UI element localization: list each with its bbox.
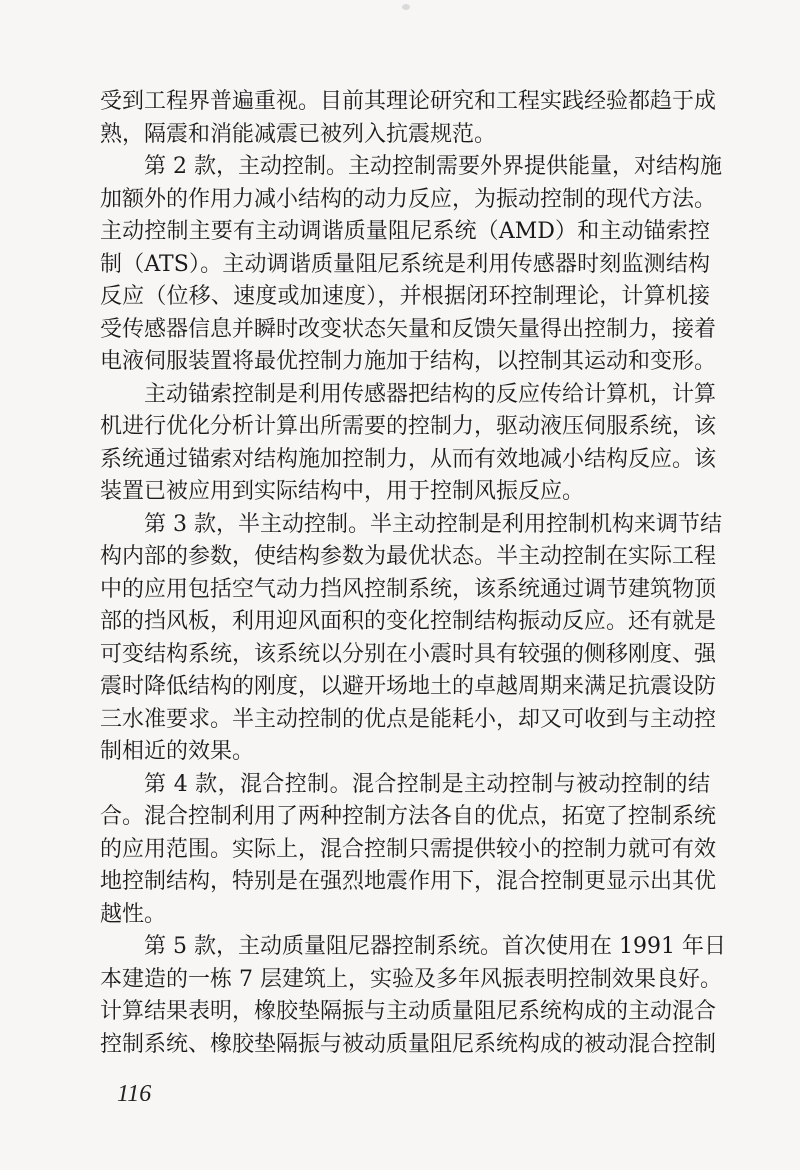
text-line: 三水准要求。半主动控制的优点是能耗小，却又可收到与主动控 <box>100 706 717 732</box>
text-line: 电液伺服装置将最优控制力施加于结构，以控制其运动和变形。 <box>100 349 717 374</box>
paragraph <box>100 379 717 509</box>
text-line: 受到工程界普遍重视。目前其理论研究和工程实践经验都趋于成 <box>100 89 717 114</box>
text-line: 系统通过锚索对结构施加控制力，从而有效地减小结构反应。该 <box>100 446 717 472</box>
paragraph <box>100 509 722 769</box>
scan-speck <box>402 4 410 10</box>
paragraph <box>100 151 722 379</box>
text-line: 机进行优化分析计算出所需要的控制力，驱动液压伺服系统，该 <box>100 414 717 439</box>
text-line: 地控制结构，特别是在强烈地震作用下，混合控制更显示出其优 <box>100 869 717 894</box>
text-line: 构内部的参数，使结构参数为最优状态。半主动控制在实际工程 <box>100 544 717 569</box>
body-text <box>100 86 726 1061</box>
text-line: 第 3 款，半主动控制。半主动控制是利用控制机构来调节结 <box>144 511 722 537</box>
text-line: 第 2 款，主动控制。主动控制需要外界提供能量，对结构施 <box>144 154 722 179</box>
text-line: 熟，隔震和消能减震已被列入抗震规范。 <box>100 121 497 147</box>
paragraph <box>100 931 726 1061</box>
paragraph <box>100 769 717 932</box>
text-line: 计算结果表明，橡胶垫隔振与主动质量阻尼系统构成的主动混合 <box>100 999 717 1024</box>
text-line: 的应用范围。实际上，混合控制只需提供较小的控制力就可有效 <box>100 836 717 862</box>
text-line: 反应（位移、速度或加速度），并根据闭环控制理论，计算机接 <box>100 284 710 309</box>
text-line: 装置已被应用到实际结构中，用于控制风振反应。 <box>100 479 585 504</box>
text-line: 第 4 款，混合控制。混合控制是主动控制与被动控制的结 <box>144 771 710 797</box>
page-number: 116 <box>117 1081 152 1107</box>
text-line: 制相近的效果。 <box>100 739 255 764</box>
text-line: 本建造的一栋 7 层建筑上，实验及多年风振表明控制效果良好。 <box>100 966 722 992</box>
text-line: 震时降低结构的刚度，以避开场地土的卓越周期来满足抗震设防 <box>100 674 717 699</box>
text-line: 制（ATS）。主动调谐质量阻尼系统是利用传感器时刻监测结构 <box>100 251 710 277</box>
text-line: 主动锚索控制是利用传感器把结构的反应传给计算机，计算 <box>144 381 717 407</box>
text-line: 控制系统、橡胶垫隔振与被动质量阻尼系统构成的被动混合控制 <box>100 1031 717 1057</box>
text-line: 加额外的作用力减小结构的动力反应，为振动控制的现代方法。 <box>100 186 717 212</box>
text-line: 中的应用包括空气动力挡风控制系统，该系统通过调节建筑物顶 <box>100 576 717 602</box>
text-line: 合。混合控制利用了两种控制方法各自的优点，拓宽了控制系统 <box>100 804 717 829</box>
text-line: 可变结构系统，该系统以分别在小震时具有较强的侧移刚度、强 <box>100 641 717 667</box>
paragraph <box>100 86 717 151</box>
text-line: 部的挡风板，利用迎风面积的变化控制结构振动反应。还有就是 <box>100 609 717 634</box>
text-line: 第 5 款，主动质量阻尼器控制系统。首次使用在 1991 年日 <box>144 934 726 959</box>
text-line: 主动控制主要有主动调谐质量阻尼系统（AMD）和主动锚索控 <box>100 219 710 244</box>
text-line: 受传感器信息并瞬时改变状态矢量和反馈矢量得出控制力，接着 <box>100 316 717 342</box>
text-line: 越性。 <box>100 901 167 927</box>
